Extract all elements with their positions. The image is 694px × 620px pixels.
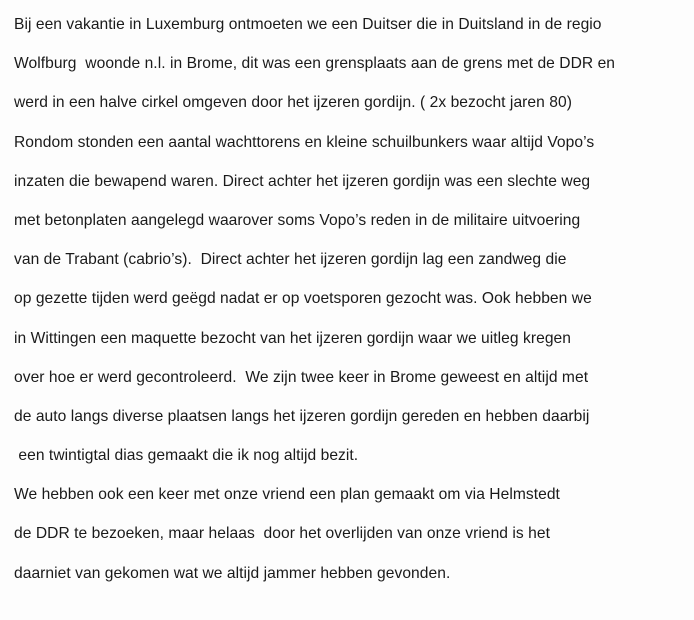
text-line: over hoe er werd gecontroleerd. We zijn twee keer in Brome geweest en altijd met xyxy=(14,368,589,386)
text-line: daarniet van gekomen wat we altijd jammer hebben gevonden. xyxy=(14,564,451,582)
text-line: in Wittingen een maquette bezocht van het ijzeren gordijn waar we uitleg kregen xyxy=(14,329,571,347)
text-line: inzaten die bewapend waren. Direct achter het ijzeren gordijn was een slechte weg xyxy=(14,172,591,190)
text-line: van de Trabant (cabrio’s). Direct achter het ijzeren gordijn lag een zandweg die xyxy=(14,251,567,269)
text-line: op gezette tijden werd geëgd nadat er op voetsporen gezocht was. Ook hebben we xyxy=(14,290,592,308)
text-line: een twintigtal dias gemaakt die ik nog altijd bezit. xyxy=(14,447,359,465)
text-line: Wolfburg woonde n.l. in Brome, dit was een grensplaats aan de grens met de DDR en xyxy=(14,55,616,73)
text-line: werd in een halve cirkel omgeven door het ijzeren gordijn. ( 2x bezocht jaren 80) xyxy=(14,94,572,112)
text-line: de DDR te bezoeken, maar helaas door het overlijden van onze vriend is het xyxy=(14,525,550,543)
text-line: met betonplaten aangelegd waarover soms Vopo’s reden in de militaire uitvoering xyxy=(14,211,581,229)
document-body xyxy=(14,12,690,600)
text-line: Rondom stonden een aantal wachttorens en kleine schuilbunkers waar altijd Vopo’s xyxy=(14,133,595,151)
text-line: We hebben ook een keer met onze vriend een plan gemaakt om via Helmstedt xyxy=(14,486,560,504)
text-line: Bij een vakantie in Luxemburg ontmoeten we een Duitser die in Duitsland in de regio xyxy=(14,16,602,33)
text-line: de auto langs diverse plaatsen langs het ijzeren gordijn gereden en hebben daarbij xyxy=(14,407,590,425)
